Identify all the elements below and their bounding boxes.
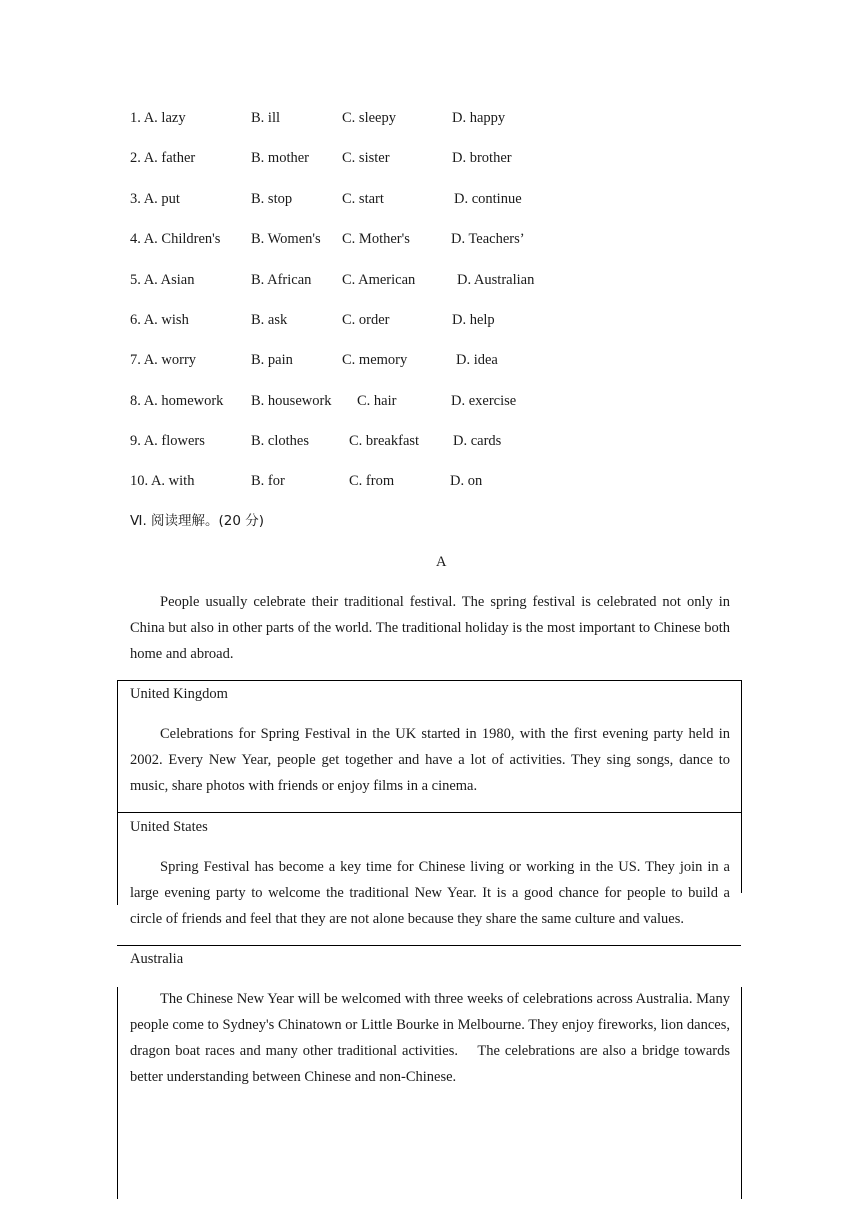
option-d: D. Teachers’ (451, 231, 525, 247)
box-text-us: Spring Festival has become a key time for Chinese living or working in the US. They join in a large evening party to welcome the traditional New Year. It is a good chance for people to build a circle of friends and feel that they are not alone because they share the same culture and values. (130, 859, 730, 927)
option-b: B. Women's (251, 231, 321, 247)
option-a: 1. A. lazy (130, 110, 186, 126)
option-a: 2. A. father (130, 150, 196, 166)
option-c: C. sleepy (342, 110, 396, 126)
option-d: D. happy (452, 110, 506, 126)
option-c: C. Mother's (342, 231, 410, 247)
option-b: B. housework (251, 393, 332, 409)
option-c: C. breakfast (349, 433, 420, 449)
option-a: 9. A. flowers (130, 433, 205, 449)
option-d: D. help (452, 312, 495, 328)
option-c: C. order (342, 312, 390, 328)
table-border-left (117, 680, 118, 905)
option-a: 8. A. homework (130, 393, 224, 409)
option-b: B. ask (251, 312, 288, 328)
option-a: 5. A. Asian (130, 272, 195, 288)
intro-paragraph: People usually celebrate their traditional festival. The spring festival is celebrated not only in China but also in other parts of the world. The traditional holiday is the most important to Chinese both home and abroad. (130, 594, 730, 662)
option-b: B. pain (251, 352, 293, 368)
box-title-australia: Australia (130, 951, 184, 967)
option-d: D. exercise (451, 393, 517, 409)
option-d: D. continue (454, 191, 522, 207)
option-a: 7. A. worry (130, 352, 197, 368)
option-b: B. clothes (251, 433, 309, 449)
passage-label: A (436, 554, 447, 570)
section-heading: Ⅵ. 阅读理解。(20 分) (130, 513, 265, 529)
table-border-top (117, 680, 741, 681)
table-border-left (117, 987, 118, 1199)
option-b: B. African (251, 272, 312, 288)
option-d: D. idea (456, 352, 498, 368)
box-text-uk: Celebrations for Spring Festival in the UK started in 1980, with the first evening party held in 2002. Every New Year, people get together and have a lot of activities. They sing songs, dance to music, share photos with friends or enjoy films in a cinema. (130, 726, 730, 794)
box-title-us: United States (130, 819, 208, 835)
option-b: B. mother (251, 150, 309, 166)
option-d: D. brother (452, 150, 512, 166)
option-a: 3. A. put (130, 191, 180, 207)
box-title-uk: United Kingdom (130, 686, 228, 702)
table-border-right (741, 680, 742, 893)
option-d: D. on (450, 473, 483, 489)
option-c: C. memory (342, 352, 408, 368)
option-b: B. stop (251, 191, 293, 207)
option-b: B. for (251, 473, 285, 489)
table-border-right (741, 987, 742, 1199)
option-c: C. American (342, 272, 416, 288)
option-a: 10. A. with (130, 473, 195, 489)
option-d: D. Australian (457, 272, 535, 288)
option-c: C. from (349, 473, 395, 489)
option-d: D. cards (453, 433, 502, 449)
option-a: 6. A. wish (130, 312, 189, 328)
option-c: C. hair (357, 393, 397, 409)
table-divider (117, 812, 741, 813)
table-divider (117, 945, 741, 946)
option-c: C. start (342, 191, 384, 207)
option-b: B. ill (251, 110, 281, 126)
option-c: C. sister (342, 150, 390, 166)
box-text-australia: The Chinese New Year will be welcomed with three weeks of celebrations across Australia. Many people come to Sydney's Chinatown or Little Bourke in Melbourne. They enjoy fireworks, lion dances, dragon boat races and many other traditional activities. The celebrations are also a bridge towards better understanding between Chinese and non-Chinese. (130, 991, 730, 1085)
option-a: 4. A. Children's (130, 231, 221, 247)
